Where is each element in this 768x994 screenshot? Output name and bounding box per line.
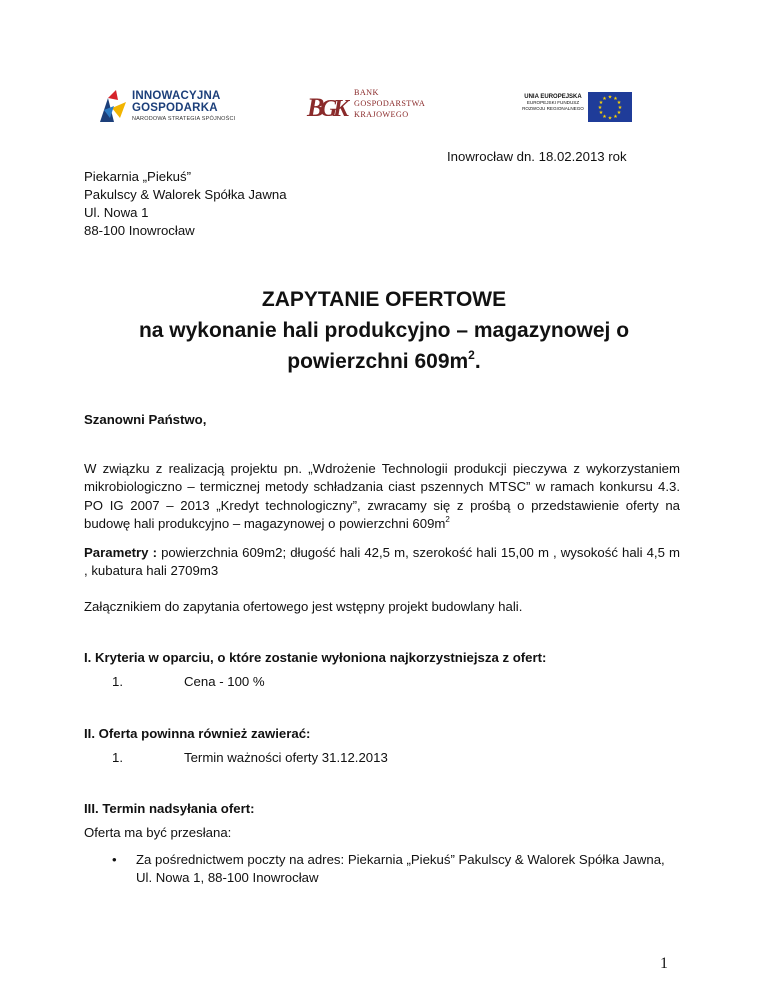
svg-text:K: K <box>333 96 350 122</box>
logo-ig-line2: GOSPODARKA <box>132 102 218 114</box>
sender-line-name: Piekarnia „Piekuś” <box>84 169 192 184</box>
svg-text:★: ★ <box>607 94 613 101</box>
innowacyjna-gospodarka-logo <box>98 84 248 128</box>
svg-text:★: ★ <box>617 105 623 111</box>
svg-text:★: ★ <box>598 100 604 106</box>
innowacyjna-gospodarka-emblem-icon <box>98 88 128 124</box>
intro-paragraph <box>84 460 680 533</box>
svg-text:★: ★ <box>616 100 622 106</box>
logo-bgk-line1: BANK <box>354 88 379 97</box>
intro-text: W związku z realizacją projektu pn. „Wdrożenie Technologii produkcji pieczywa z wykorzystaniem mikrobiologiczno – termicznej metody schładzania ciast pszennych MTSC” w ramach konkursu 4.3. PO IG 2007 – 2013 „Kredyt technologiczny”, zwracamy się z prośbą o przedstawienie oferty na budowę hali produkcyjno – magazynowej o powierzchni 609m <box>84 461 680 531</box>
section-3-intro: Oferta ma być przesłana: <box>84 825 232 840</box>
section-1-item-text: Cena - 100 % <box>184 674 265 689</box>
parameters-label: Parametry : <box>84 545 157 560</box>
svg-text:★: ★ <box>613 96 618 102</box>
logo-ue-line2: EUROPEJSKI FUNDUSZ <box>526 100 580 105</box>
subtitle-area-text: powierzchni 609m <box>287 350 469 373</box>
eu-logo <box>520 92 632 122</box>
svg-text:★: ★ <box>597 105 603 111</box>
section-2-item-text: Termin ważności oferty 31.12.2013 <box>184 750 388 765</box>
section-2-item-number: 1. <box>112 750 123 765</box>
logo-ig-line3: NARODOWA STRATEGIA SPÓJNOŚCI <box>132 116 236 122</box>
section-1-item-number: 1. <box>112 674 123 689</box>
section-3-bullet-text: Za pośrednictwem poczty na adres: Piekarnia „Piekuś” Pakulscy & Walorek Spółka Jawna, Ul. Nowa 1, 88-100 Inowrocław <box>136 852 665 885</box>
logo-ig-line1: INNOWACYJNA <box>132 90 221 102</box>
eu-flag-icon <box>588 92 632 122</box>
sender-line-company: Pakulscy & Walorek Spółka Jawna <box>84 187 287 202</box>
svg-text:★: ★ <box>613 114 618 120</box>
section-3-heading: III. Termin nadsyłania ofert: <box>84 801 255 816</box>
logo-bgk-line3: KRAJOWEGO <box>354 110 409 119</box>
svg-text:★: ★ <box>616 110 622 116</box>
parameters-paragraph <box>84 544 680 580</box>
document-date: Inowrocław dn. 18.02.2013 rok <box>447 149 627 164</box>
bgk-monogram-icon <box>306 90 350 122</box>
svg-text:B: B <box>307 93 325 122</box>
document-subtitle-line1: na wykonanie hali produkcyjno – magazynowej o <box>138 319 630 342</box>
subtitle-area-sup: 2 <box>468 348 475 362</box>
subtitle-area-end: . <box>474 350 481 373</box>
intro-sup: 2 <box>445 514 450 524</box>
section-2-heading: II. Oferta powinna również zawierać: <box>84 726 311 741</box>
logo-ue-line1: UNIA EUROPEJSKA <box>524 94 582 100</box>
attachment-note: Załącznikiem do zapytania ofertowego jest wstępny projekt budowlany hali. <box>84 599 523 614</box>
section-1-heading: I. Kryteria w oparciu, o które zostanie wyłoniona najkorzystniejsza z ofert: <box>84 650 547 665</box>
document-title: ZAPYTANIE OFERTOWE <box>261 288 507 311</box>
logo-bgk-line2: GOSPODARSTWA <box>354 99 426 108</box>
greeting: Szanowni Państwo, <box>84 412 207 427</box>
page-number: 1 <box>660 955 668 972</box>
document-subtitle-line2 <box>0 348 768 376</box>
bullet-icon: • <box>112 852 117 867</box>
sender-line-street: Ul. Nowa 1 <box>84 205 149 220</box>
bgk-logo <box>306 86 456 126</box>
svg-text:★: ★ <box>602 96 607 102</box>
parameters-text: powierzchnia 609m2; długość hali 42,5 m, szerokość hali 15,00 m , wysokość hali 4,5 m , kubatura hali 2709m3 <box>84 545 680 578</box>
svg-text:★: ★ <box>607 115 613 122</box>
logo-ue-line3: ROZWOJU REGIONALNEGO <box>522 106 584 111</box>
sender-address <box>84 168 287 240</box>
svg-text:★: ★ <box>602 114 607 120</box>
sender-line-city: 88-100 Inowrocław <box>84 223 195 238</box>
svg-text:G: G <box>320 96 338 122</box>
svg-text:★: ★ <box>598 110 604 116</box>
